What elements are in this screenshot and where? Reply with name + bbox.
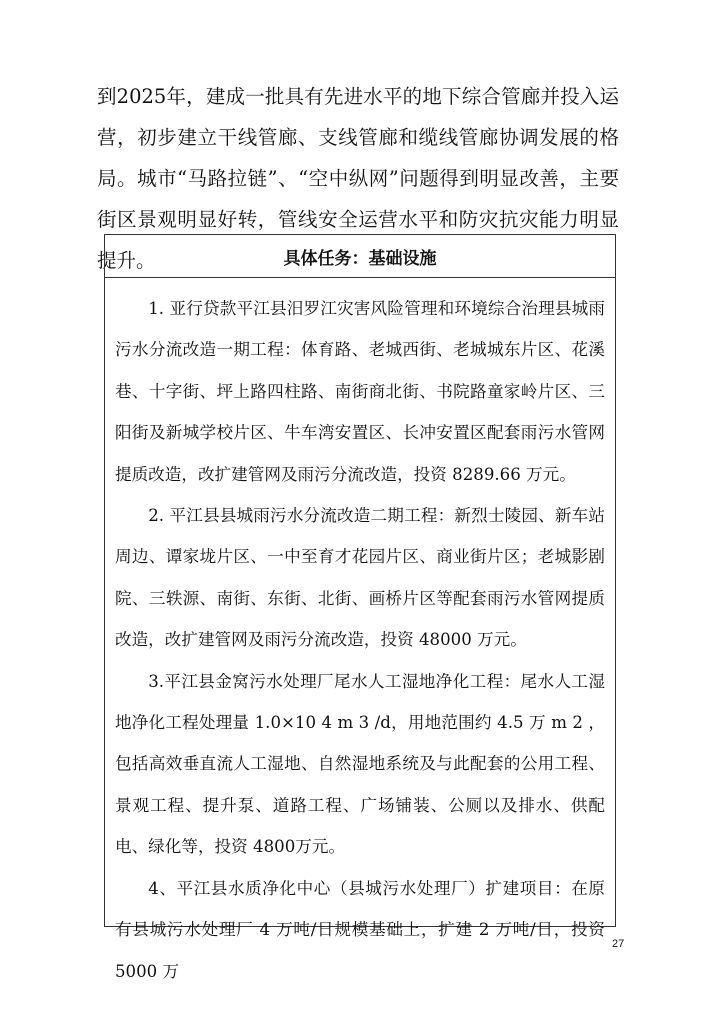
intro-text: 到2025年，建成一批具有先进水平的地下综合管廊并投入运营，初步建立干线管廊、支线管廊和缆线管廊协调发展的格局。城市“马路拉链”、“空中纵网”问题得到明显改善，主要街区景观明显好转，管线安全运营水平和防灾抗灾能力明显提升。 xyxy=(97,85,619,272)
task-item-2: 2. 平江县县城雨污水分流改造二期工程：新烈士陵园、新车站周边、谭家垅片区、一中至育才花园片区、商业街片区；老城影剧院、三轶源、南街、东街、北街、画桥片区等配套雨污水管网提质改造，改扩建管网及雨污分流改造，投资 48000 万元。 xyxy=(115,506,605,650)
task-box-title: 具体任务：基础设施 xyxy=(105,235,615,278)
task-item-4: 4、平江县水质净化中心（县城污水处理厂）扩建项目：在原有县城污水处理厂 4 万吨/日规模基础上，扩建 2 万吨/日，投资 5000 万 xyxy=(115,878,605,981)
task-box-body xyxy=(105,278,615,992)
task-box xyxy=(104,234,616,981)
page-number: 27 xyxy=(612,938,625,950)
task-item-1: 1. 亚行贷款平江县汨罗江灾害风险管理和环境综合治理县城雨污水分流改造一期工程：体育路、老城西街、老城城东片区、花溪巷、十字街、坪上路四柱路、南街商北街、书院路童家岭片区、三阳街及新城学校片区、牛车湾安置区、长冲安置区配套雨污水管网提质改造，改扩建管网及雨污分流改造，投资 8289.66 万元。 xyxy=(115,299,605,484)
task-item-3: 3.平江县金窝污水处理厂尾水人工湿地净化工程：尾水人工湿地净化工程处理量 1.0×10 4 m 3 /d，用地范围约 4.5 万 m 2 ，包括高效垂直流人工湿地、自然湿地系统及与此配套的公用工程、景观工程、提升泵、道路工程、广场铺装、公厕以及排水、供配电、绿化等，投资 4800万元。 xyxy=(115,671,605,857)
